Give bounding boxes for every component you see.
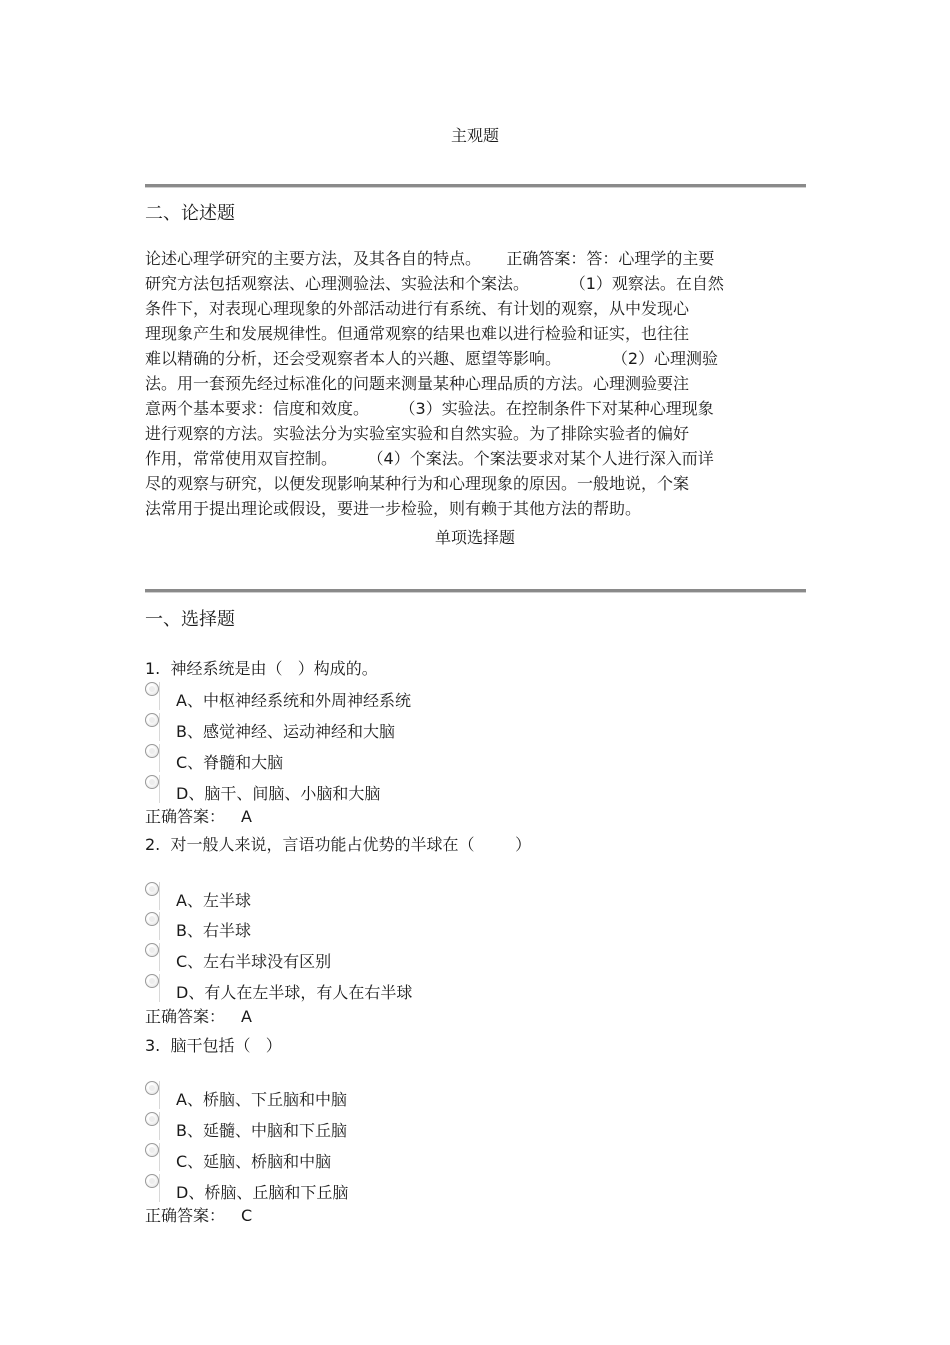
answer-label: 正确答案： xyxy=(145,1007,226,1026)
essay-line: 论述心理学研究的主要方法，及其各自的特点。 正确答案：答：心理学的主要 xyxy=(145,249,715,268)
option-label: A、桥脑、下丘脑和中脑 xyxy=(176,1090,347,1109)
option-label: A、中枢神经系统和外周神经系统 xyxy=(176,691,411,710)
option-row[interactable] xyxy=(145,912,645,942)
essay-line: 法。用一套预先经过标准化的问题来测量某种心理品质的方法。心理测验要注 xyxy=(145,374,690,393)
divider xyxy=(159,744,160,772)
divider xyxy=(159,682,160,710)
option-label: C、脊髓和大脑 xyxy=(176,753,284,772)
question-text: 2. 对一般人来说，言语功能占优势的半球在（ ） xyxy=(145,835,532,854)
option-label: B、右半球 xyxy=(176,921,251,940)
essay-line: 尽的观察与研究，以便发现影响某种行为和心理现象的原因。一般地说，个案 xyxy=(145,474,690,493)
section-divider xyxy=(145,589,806,593)
radio-button[interactable] xyxy=(145,943,159,957)
option-label: B、延髓、中脑和下丘脑 xyxy=(176,1121,347,1140)
choice-section-heading: 一、选择题 xyxy=(145,609,235,630)
option-row[interactable] xyxy=(145,1174,645,1204)
correct-answer xyxy=(145,1004,252,1027)
option-label: B、感觉神经、运动神经和大脑 xyxy=(176,722,395,741)
essay-line: 条件下，对表现心理现象的外部活动进行有系统、有计划的观察，从中发现心 xyxy=(145,299,690,318)
option-label: D、有人在左半球，有人在右半球 xyxy=(176,983,413,1002)
radio-button[interactable] xyxy=(145,775,159,789)
essay-line: 作用，常常使用双盲控制。 （4）个案法。个案法要求对某个人进行深入而详 xyxy=(145,449,714,468)
radio-button[interactable] xyxy=(145,912,159,926)
answer-value: C xyxy=(241,1206,253,1225)
section-divider xyxy=(145,184,806,188)
answer-label: 正确答案： xyxy=(145,1206,226,1225)
essay-line: 难以精确的分析，还会受观察者本人的兴趣、愿望等影响。 （2）心理测验 xyxy=(145,349,719,368)
divider xyxy=(159,912,160,940)
choice-title: 单项选择题 xyxy=(434,528,515,547)
divider xyxy=(159,943,160,971)
essay-section-heading: 二、论述题 xyxy=(145,203,235,224)
option-label: C、左右半球没有区别 xyxy=(176,952,332,971)
essay-line: 进行观察的方法。实验法分为实验室实验和自然实验。为了排除实验者的偏好 xyxy=(145,424,690,443)
radio-button[interactable] xyxy=(145,744,159,758)
divider xyxy=(159,775,160,803)
answer-value: A xyxy=(241,1007,252,1026)
question-text: 1. 神经系统是由（ ）构成的。 xyxy=(145,659,378,678)
radio-button[interactable] xyxy=(145,882,159,896)
page-title: 主观题 xyxy=(450,126,499,145)
divider xyxy=(159,1143,160,1171)
radio-button[interactable] xyxy=(145,1143,159,1157)
option-row[interactable] xyxy=(145,682,645,712)
divider xyxy=(159,1112,160,1140)
question-text: 3. 脑干包括（ ） xyxy=(145,1036,282,1055)
divider xyxy=(159,1174,160,1202)
option-label: A、左半球 xyxy=(176,891,251,910)
essay-question-body xyxy=(145,246,724,521)
divider xyxy=(159,1081,160,1109)
radio-button[interactable] xyxy=(145,1112,159,1126)
option-row[interactable] xyxy=(145,775,645,805)
radio-button[interactable] xyxy=(145,974,159,988)
divider xyxy=(159,974,160,1002)
option-label: D、桥脑、丘脑和下丘脑 xyxy=(176,1183,349,1202)
answer-label: 正确答案： xyxy=(145,807,226,826)
option-label: C、延脑、桥脑和中脑 xyxy=(176,1152,332,1171)
divider xyxy=(159,882,160,910)
essay-line: 理现象产生和发展规律性。但通常观察的结果也难以进行检验和证实，也往往 xyxy=(145,324,690,343)
radio-button[interactable] xyxy=(145,682,159,696)
correct-answer xyxy=(145,804,252,827)
essay-line: 法常用于提出理论或假设，要进一步检验，则有赖于其他方法的帮助。 xyxy=(145,499,642,518)
option-row[interactable] xyxy=(145,744,645,774)
option-row[interactable] xyxy=(145,1112,645,1142)
divider xyxy=(159,713,160,741)
essay-line: 意两个基本要求：信度和效度。 （3）实验法。在控制条件下对某种心理现象 xyxy=(145,399,714,418)
option-row[interactable] xyxy=(145,974,645,1004)
radio-button[interactable] xyxy=(145,713,159,727)
option-row[interactable] xyxy=(145,943,645,973)
correct-answer xyxy=(145,1203,252,1226)
radio-button[interactable] xyxy=(145,1081,159,1095)
essay-line: 研究方法包括观察法、心理测验法、实验法和个案法。 （1）观察法。在自然 xyxy=(145,274,724,293)
option-row[interactable] xyxy=(145,1081,645,1111)
option-row[interactable] xyxy=(145,713,645,743)
radio-button[interactable] xyxy=(145,1174,159,1188)
option-row[interactable] xyxy=(145,882,645,912)
answer-value: A xyxy=(241,807,252,826)
option-row[interactable] xyxy=(145,1143,645,1173)
option-label: D、脑干、间脑、小脑和大脑 xyxy=(176,784,381,803)
